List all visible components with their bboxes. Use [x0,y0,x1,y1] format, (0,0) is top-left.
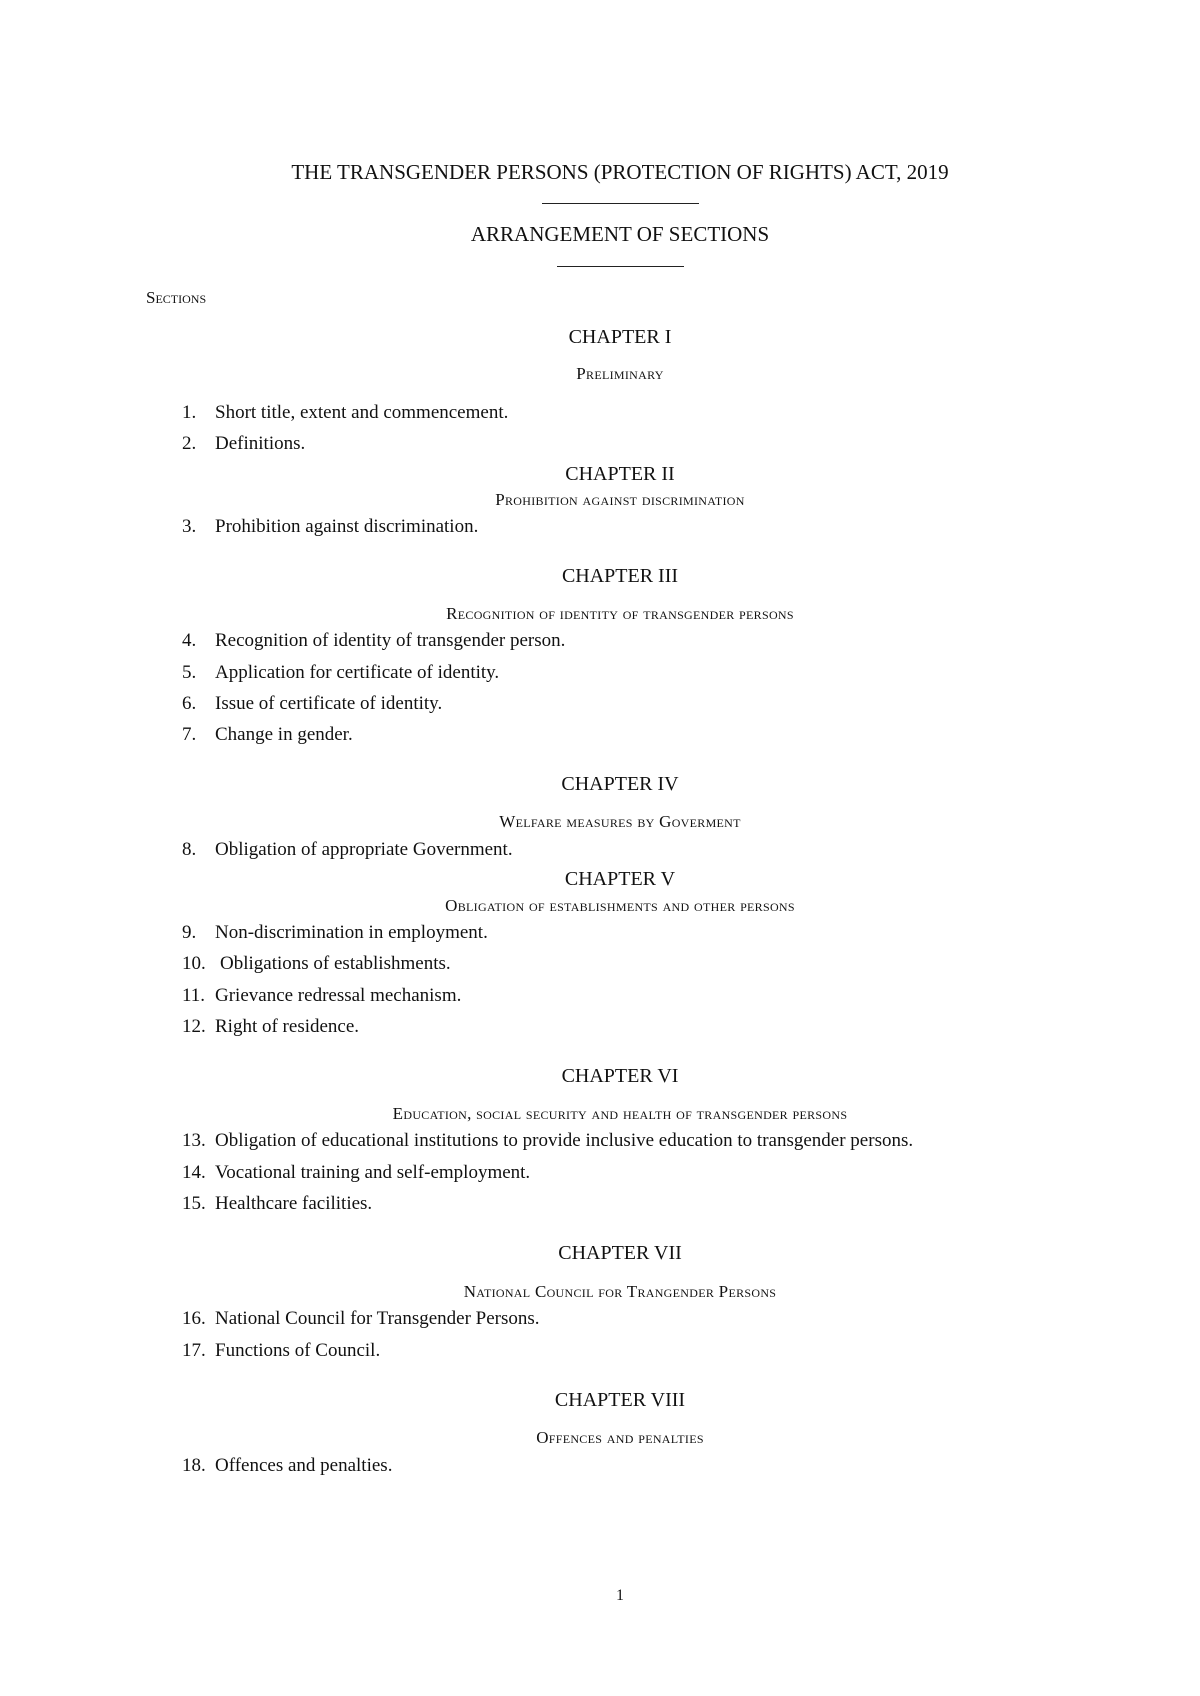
section-item [182,662,499,684]
section-text: Definitions. [215,433,306,454]
section-item [182,922,488,944]
section-item [182,1455,392,1477]
section-item [182,630,565,652]
section-text: Obligation of appropriate Government. [215,839,513,860]
section-text: Prohibition against discrimination. [215,516,479,537]
section-text: Offences and penalties. [215,1455,393,1476]
section-number: 8. [182,839,197,860]
chapter-4-heading: Welfare measures by Goverment [499,812,741,831]
section-number: 12. [182,1016,206,1037]
section-text: Recognition of identity of transgender person. [215,630,566,651]
section-number: 6. [182,693,197,714]
document-subtitle: ARRANGEMENT OF SECTIONS [470,222,770,246]
section-item [182,1193,372,1215]
section-item [182,693,442,715]
section-number: 7. [182,724,197,745]
section-item [182,985,461,1007]
chapter-8-heading: Offences and penalties [536,1428,704,1447]
section-text: Obligation of educational institutions to provide inclusive education to transgender persons. [215,1130,914,1151]
section-item [182,1308,540,1330]
section-text: Right of residence. [215,1016,360,1037]
chapter-7-heading: National Council for Trangender Persons [463,1282,777,1301]
chapter-3-title: CHAPTER III [561,565,679,587]
section-number: 18. [182,1455,206,1476]
chapter-3-heading: Recognition of identity of transgender persons [446,604,794,623]
section-item [182,839,513,861]
section-text: Functions of Council. [215,1340,381,1361]
subtitle-rule [557,266,684,267]
section-text: Change in gender. [215,724,353,745]
section-number: 10. [182,953,206,974]
section-item [182,433,305,455]
section-text: Short title, extent and commencement. [215,402,509,423]
section-number: 1. [182,402,197,423]
chapter-5-heading: Obligation of establishments and other persons [445,896,795,915]
section-number: 11. [182,985,206,1006]
section-text: Issue of certificate of identity. [215,693,443,714]
section-item [182,1162,530,1184]
section-item [182,1340,380,1362]
section-text: Non-discrimination in employment. [215,922,488,943]
section-text: Obligations of establishments. [220,953,451,974]
section-number: 9. [182,922,197,943]
section-item [182,402,508,424]
section-number: 16. [182,1308,206,1329]
title-rule [542,203,699,204]
section-text: Vocational training and self-employment. [215,1162,531,1183]
chapter-6-title: CHAPTER VI [561,1065,679,1087]
section-item [182,1130,913,1152]
chapter-1-heading: Preliminary [576,364,664,383]
section-number: 2. [182,433,197,454]
page-number: 1 [616,1587,624,1604]
section-number: 4. [182,630,197,651]
section-number: 17. [182,1340,206,1361]
chapter-7-title: CHAPTER VII [558,1242,682,1264]
section-item [182,516,478,538]
section-number: 3. [182,516,197,537]
sections-label: Sections [146,288,207,307]
section-number: 15. [182,1193,206,1214]
section-number: 14. [182,1162,206,1183]
section-text: Healthcare facilities. [215,1193,373,1214]
document-title: THE TRANSGENDER PERSONS (PROTECTION OF RIGHTS) ACT, 2019 [291,160,949,184]
chapter-6-heading: Education, social security and health of transgender persons [392,1104,848,1123]
section-text: Application for certificate of identity. [215,662,500,683]
chapter-4-title: CHAPTER IV [561,773,679,795]
section-number: 13. [182,1130,206,1151]
section-item [182,724,353,746]
chapter-5-title: CHAPTER V [564,868,676,890]
section-item [182,953,451,975]
section-text: Grievance redressal mechanism. [215,985,462,1006]
section-text: National Council for Transgender Persons. [215,1308,540,1329]
chapter-2-heading: Prohibition against discrimination [495,490,745,509]
chapter-1-title: CHAPTER I [568,326,672,348]
section-item [182,1016,359,1038]
chapter-2-title: CHAPTER II [565,463,675,485]
chapter-8-title: CHAPTER VIII [554,1389,686,1411]
section-number: 5. [182,662,197,683]
